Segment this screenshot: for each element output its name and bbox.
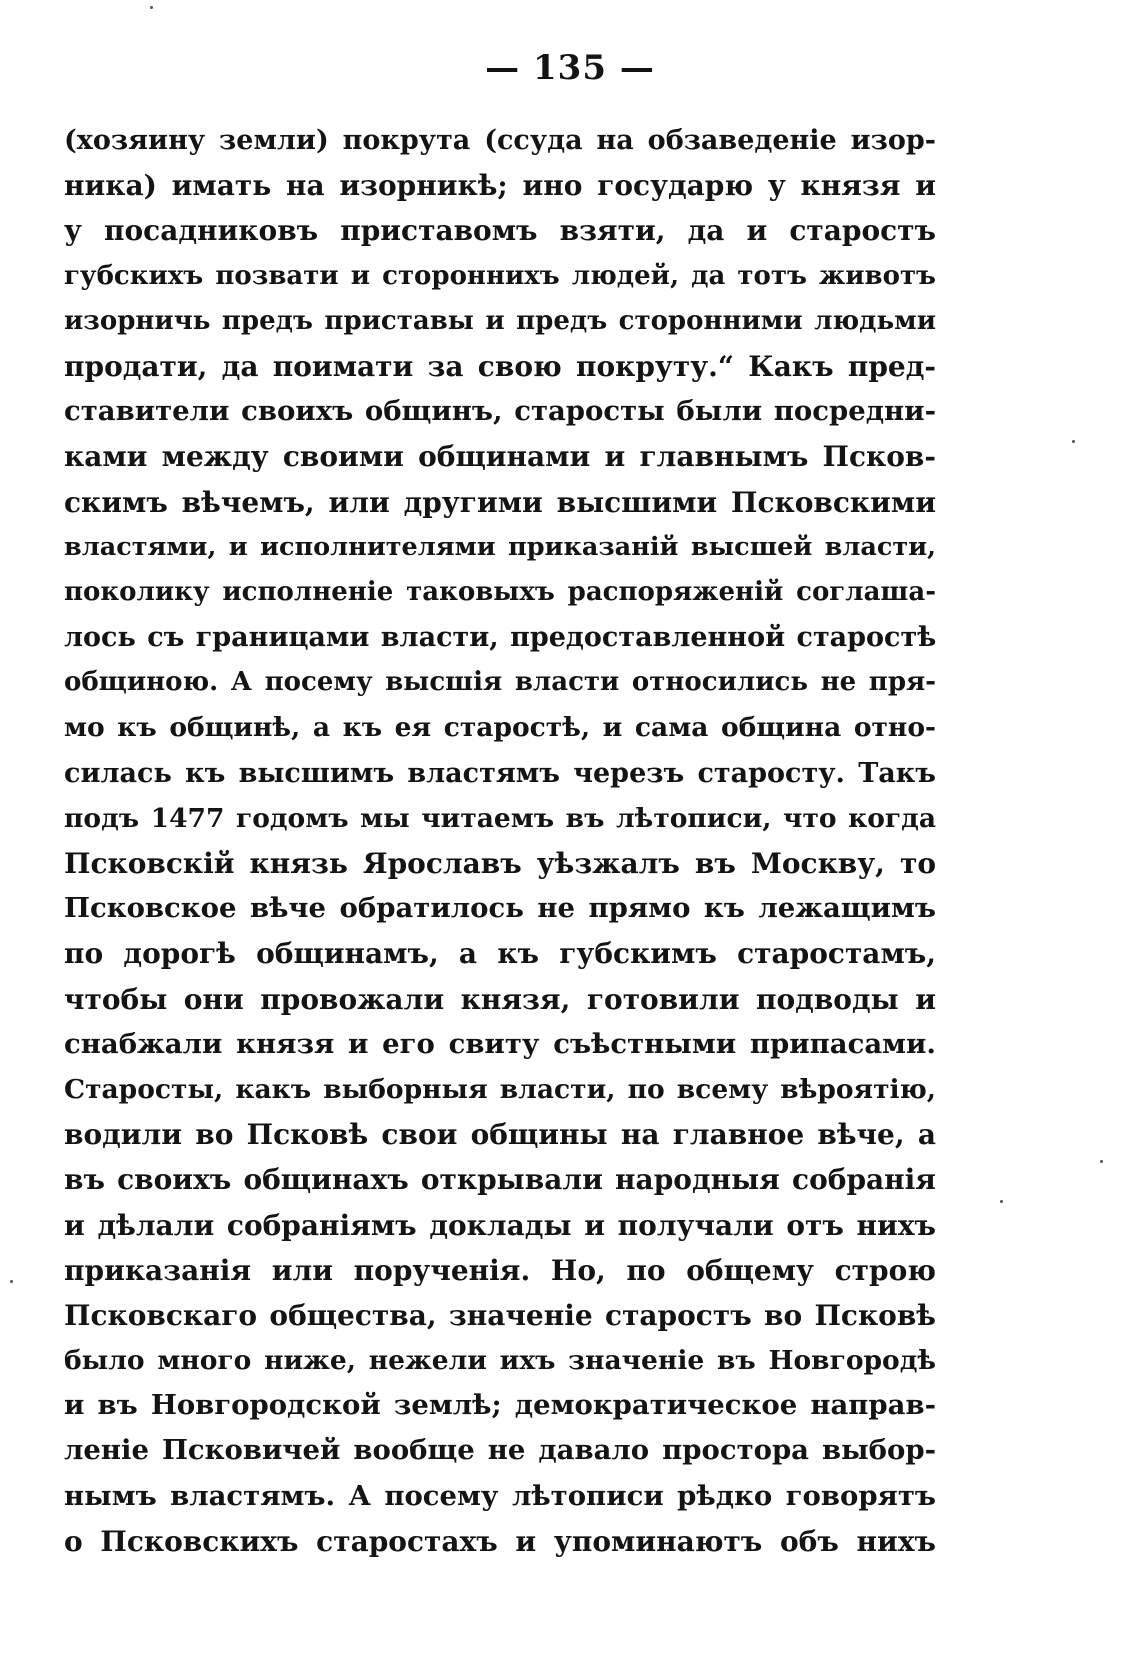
text-line: приказанія или порученія. Но, по общему строю	[64, 1253, 936, 1287]
body-text	[64, 118, 936, 1564]
text-line: губскихъ позвати и стороннихъ людей, да тотъ животъ	[64, 260, 936, 291]
text-line: скимъ вѣчемъ, или другими высшими Псковскими	[64, 485, 936, 519]
text-line: властями, и исполнителями приказаній высшей власти,	[64, 531, 936, 562]
text-line: ставители своихъ общинъ, старосты были посредни-	[64, 395, 936, 428]
text-line: продати, да поимати за свою покруту.“ Какъ пред-	[64, 349, 936, 383]
text-line: Псковскаго общества, значеніе старостъ во Псковѣ	[64, 1298, 936, 1332]
text-line: мо къ общинѣ, а къ ея старостѣ, и сама община отно-	[64, 712, 936, 744]
text-line: и въ Новгородской землѣ; демократическое направ-	[64, 1389, 936, 1422]
scan-speck	[150, 6, 153, 9]
text-line: и дѣлали собраніямъ доклады и получали отъ нихъ	[64, 1208, 936, 1242]
scan-speck	[1000, 1200, 1003, 1203]
text-line: силась къ высшимъ властямъ черезъ старосту. Такъ	[64, 757, 936, 789]
text-line: нымъ властямъ. А посему лѣтописи рѣдко говорятъ	[64, 1479, 936, 1512]
text-line: о Псковскихъ старостахъ и упоминаютъ объ нихъ	[64, 1524, 936, 1558]
text-line: (хозяину земли) покрута (ссуда на обзаведеніе изор-	[64, 125, 936, 156]
scan-speck	[1100, 1160, 1103, 1163]
text-line: по дорогѣ общинамъ, а къ губскимъ старостамъ,	[64, 937, 936, 971]
text-line: снабжали князя и его свиту съѣстными припасами.	[64, 1027, 936, 1060]
text-line: въ своихъ общинахъ открывали народныя собранія	[64, 1163, 936, 1197]
page-number: — 135 —	[485, 48, 655, 88]
text-line: Псковскій князь Ярославъ уѣзжалъ въ Москву, то	[64, 847, 936, 880]
text-line: было много ниже, нежели ихъ значеніе въ Новгородѣ	[64, 1345, 936, 1377]
text-line: ками между своими общинами и главнымъ Псков-	[64, 440, 936, 474]
scan-speck	[10, 1280, 13, 1283]
text-line: леніе Псковичей вообще не давало простора выбор-	[64, 1434, 936, 1467]
text-line: изорничь предъ приставы и предъ сторонними людьми	[64, 305, 936, 336]
text-line: Старосты, какъ выборныя власти, по всему вѣроятію,	[64, 1073, 936, 1105]
text-line: водили во Псковѣ свои общины на главное вѣче, а	[64, 1118, 936, 1152]
text-line: поколику исполненіе таковыхъ распоряженій соглаша-	[64, 576, 936, 607]
text-line: у посадниковъ приставомъ взяти, да и старостъ	[64, 214, 936, 248]
text-line: чтобы они провожали князя, готовили подводы и	[64, 982, 936, 1016]
text-line: ника) имать на изорникѣ; ино государю у князя и	[64, 169, 936, 203]
text-line: лось съ границами власти, предоставленной старостѣ	[64, 622, 936, 654]
text-line: подъ 1477 годомъ мы читаемъ въ лѣтописи, что когда	[64, 802, 936, 834]
scan-speck	[1072, 440, 1075, 443]
text-line: общиною. А посему высшія власти относились не пря-	[64, 667, 936, 698]
text-line: Псковское вѣче обратилось не прямо къ лежащимъ	[64, 892, 936, 925]
